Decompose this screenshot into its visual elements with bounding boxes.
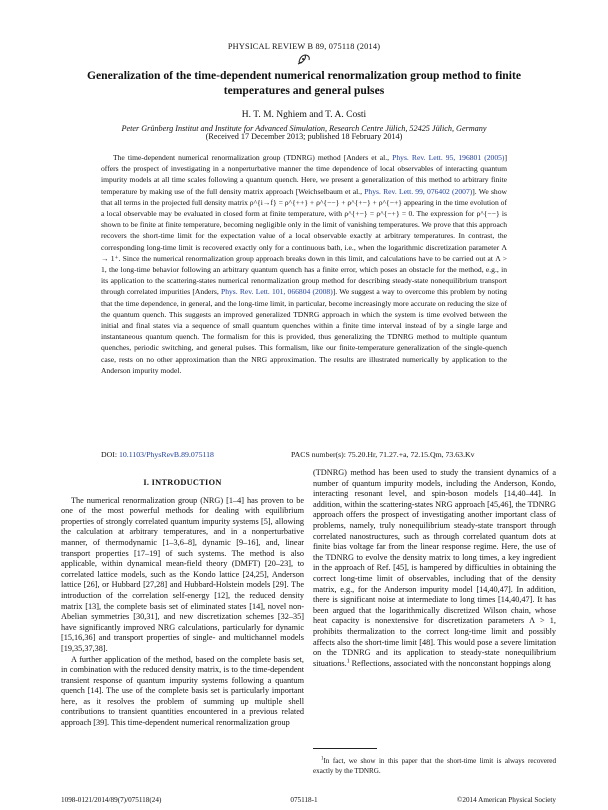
reference-link[interactable]: Phys. Rev. Lett. 101, 066804 (2008) [220, 287, 333, 297]
paragraph-text: (TDNRG) method has been used to study the transient dynamics of a number of quantum impurity models, including the Anderson, Kondo, interacting resonant level, and spin-boson models [14,40–44]. In addition, within the scattering-states NRG approach [45,46], the TDNRG approach offers the prospect of investigating another important class of problems, namely, truly nonequilibrium steady-state transport through correlated nanostructures, such as through correlated quantum dots at finite bias voltage far from the linear response regime. Here, the use of the TDNRG to evolve the density matrix to long times, a key ingredient in the approach of Ref. [45], is hampered by difficulties in obtaining the correct long-time limit of observables, including that of the density matrix, e.g., for the Anderson impurity model [14,40,47]. In addition, there is significant noise at intermediate to long times [14,40,47]. It has been argued that the logarithmically discretized Wilson chain, whose heat capacity is nonextensive for discretization parameters Λ > 1, prohibits thermalization to the correct long-time limit and possibly affects also the short-time limit [48]. This would pose a severe limitation on the TDNRG and its application to steady-state nonequilibrium situations. [313, 468, 556, 668]
footer-copyright: ©2014 American Physical Society [456, 796, 556, 804]
paragraph-text: Reflections, associated with the nonconstant hoppings along [349, 658, 551, 668]
right-column [313, 468, 556, 669]
abstract-text: ] offers the prospect of investigating in a nonperturbative manner the time dependence of local observables of interacting quantum impurity models at all time scales following a quantum quench. Here, we present a generalization of this method to arbitrary finite temperature by making use of the full density matrix approach [Weichselbaum et al., [101, 153, 507, 196]
footnote-text: In fact, we show in this paper that the short-time limit is always recovered exactly by the TDNRG. [313, 757, 556, 775]
affiliation: Peter Grünberg Institut and Institute for Advanced Simulation, Research Centre Jülich, 52425 Jülich, Germany [121, 124, 487, 133]
doi-label: DOI: [101, 450, 119, 459]
footnote-number: 1 [321, 756, 324, 762]
journal-header: PHYSICAL REVIEW B 89, 075118 (2014) [227, 42, 381, 51]
footer-issn: 1098-0121/2014/89(7)/075118(24) [61, 796, 162, 804]
footnote-marker[interactable]: 1 [346, 657, 350, 664]
doi-line [101, 450, 507, 459]
paragraph: The numerical renormalization group (NRG) [1–4] has proven to be one of the most powerful methods for dealing with equilibrium properties of strongly correlated quantum impurity systems [5], allowing the calculation at arbitrary temperatures, and in a nonperturbative manner, of thermodynamic [1–3,6–8], dynamic [9–16], and, linear transport properties [17–19] of such systems. The method is also applicable, within dynamical mean-field theory (DMFT) [20–23], to correlated lattice models, such as the Kondo lattice [24,25], Anderson lattice [26], or Hubbard [27,28] and Hubbard-Holstein models [29]. The introduction of the correlation self-energy [12], the reduced density matrix [13], the complete basis set of eliminated states [14], novel non-Abelian symmetries [30,31], and new discretization schemes [32–35] have significantly improved NRG calculations, particularly for dynamic [15,16,36] and transport properties of single- and multichannel models [19,35,37,38]. [61, 495, 304, 653]
reference-link[interactable]: Phys. Rev. Lett. 99, 076402 (2007) [364, 186, 473, 196]
abstract-text: The time-dependent numerical renormalization group (TDNRG) method [Anders et al., [113, 153, 393, 162]
footnote-divider [313, 748, 377, 749]
doi-link[interactable]: 10.1103/PhysRevB.89.075118 [118, 450, 214, 459]
paragraph [313, 468, 556, 669]
pacs-numbers: PACS number(s): 75.20.Hr, 71.27.+a, 72.15.Qm, 73.63.Kv [291, 450, 475, 459]
reference-link[interactable]: Phys. Rev. Lett. 95, 196801 (2005) [392, 153, 505, 162]
footer-page-number: 075118-1 [290, 796, 318, 804]
abstract [101, 152, 507, 376]
footnote [313, 757, 556, 776]
section-heading: I. INTRODUCTION [143, 478, 222, 487]
pen-nib-icon [296, 53, 312, 65]
paper-title: Generalization of the time-dependent numerical renormalization group method to finite temperatures and general pulses [87, 69, 521, 97]
abstract-text: ]. We show that all terms in the projected full density matrix ρ^{i→f} = ρ^{++} + ρ^{−−} + ρ^{+−} + ρ^{−+} appearing in the time evolution of a local observable may be evaluated in closed form at finite temperature, with ρ^{+−} = ρ^{−+} = 0. The expression for ρ^{−−} is shown to be finite at finite temperature, becoming negligible only in the limit of vanishing temperatures. We prove that this approach recovers the short-time limit for the expectation value of a local observable exactly at arbitrary temperatures. In contrast, the corresponding long-time limit is recovered exactly only for a continuous bath, i.e., when the logarithmic discretization parameter Λ → 1⁺. Since the numerical renormalization group approach breaks down in this limit, and calculations have to be carried out at Λ > 1, the long-time behavior following an arbitrary quantum quench has a finite error, which poses an obstacle for the method, e.g., in its application to the scattering-states numerical renormalization group method for describing steady-state nonequilibrium transport through correlated impurities [Anders, [101, 186, 507, 297]
paragraph: A further application of the method, based on the complete basis set, in combination with the reduced density matrix, is to the time-dependent transient response of quantum impurity systems following a quantum quench [14]. The use of the complete basis set is particularly important here, as it resolves the problem of summing up multiple shell contributions to transient quantities encountered in a previous related approach [39]. This time-dependent numerical renormalization group [61, 654, 304, 728]
abstract-text: ]. We suggest a way to overcome this problem by noting that the time dependence, in general, and the long-time limit, in particular, become increasingly more accurate on reducing the size of the quantum quench. This suggests an improved generalized TDNRG approach in which the system is time evolved between the initial and final states via a sequence of small quantum quenches within a finite time interval instead of by a single large and instantaneous quantum quench. The formalism for this is provided, thus generalizing the TDNRG method to multiple quantum quenches, periodic switching, and general pulses. This formalism, like our finite-temperature generalization of the single-quench case, rests on no other approximation than the NRG approximation. The results are illustrated numerically by application to the Anderson impurity model. [101, 287, 507, 375]
received-date: (Received 17 December 2013; published 18 February 2014) [205, 132, 403, 141]
left-column [61, 466, 304, 729]
authors: H. T. M. Nghiem and T. A. Costi [241, 110, 367, 120]
